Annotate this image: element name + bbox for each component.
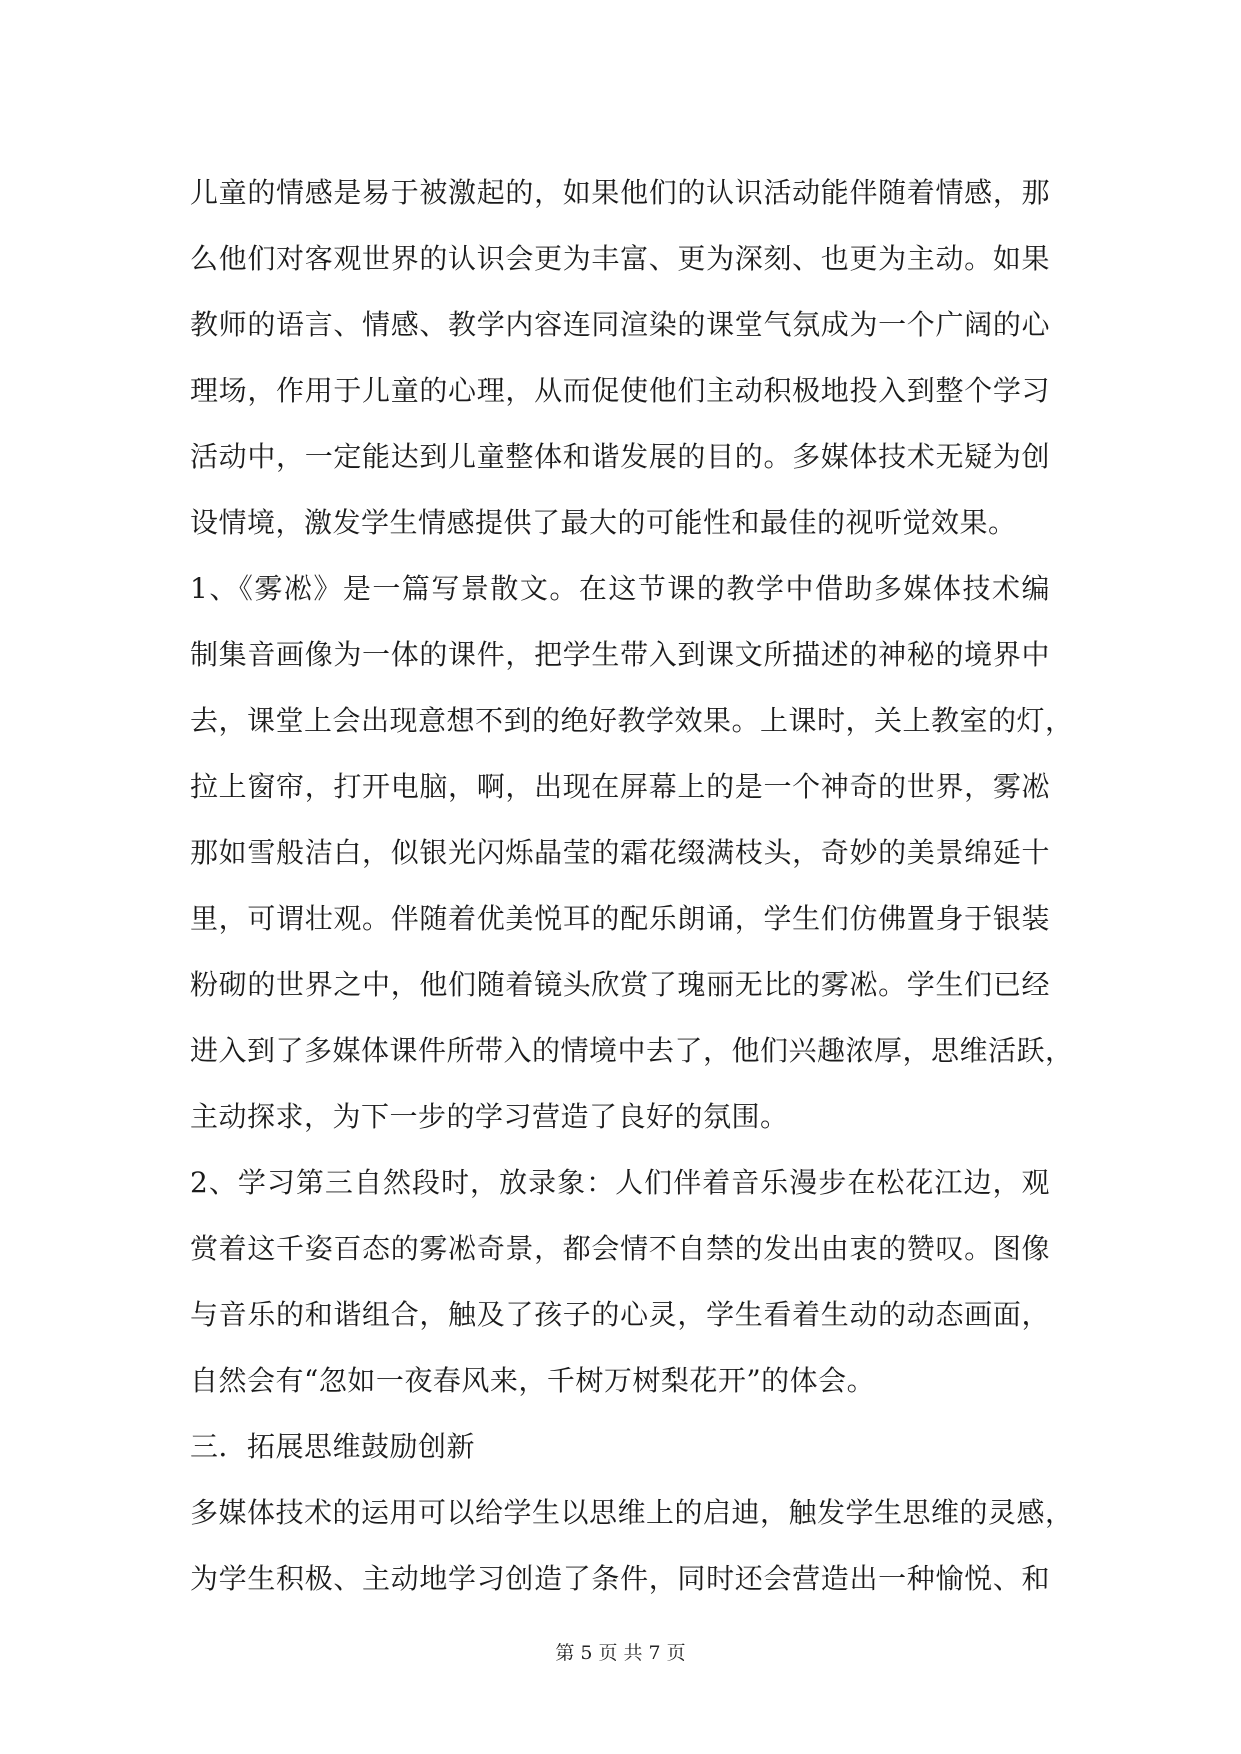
footer-total-word: 共 (623, 1642, 643, 1664)
text-line: 自然会有“忽如一夜春风来，千树万树梨花开”的体会。 (190, 1364, 876, 1397)
text-line: 拉上窗帘，打开电脑，啊，出现在屏幕上的是一个神奇的世界，雾凇 (190, 770, 1050, 803)
text-line: 里，可谓壮观。伴随着优美悦耳的配乐朗诵，学生们仿佛置身于银装 (190, 902, 1050, 935)
text-line: 粉砌的世界之中，他们随着镜头欣赏了瑰丽无比的雾凇。学生们已经 (190, 968, 1050, 1001)
text-line: 那如雪般洁白，似银光闪烁晶莹的霜花缀满枝头，奇妙的美景绵延十 (190, 836, 1050, 869)
text-line: 进入到了多媒体课件所带入的情境中去了，他们兴趣浓厚，思维活跃， (190, 1034, 1074, 1067)
text-line: 1、《雾凇》是一篇写景散文。在这节课的教学中借助多媒体技术编 (190, 572, 1050, 605)
text-line: 活动中，一定能达到儿童整体和谐发展的目的。多媒体技术无疑为创 (190, 440, 1050, 473)
text-line: 制集音画像为一体的课件，把学生带入到课文所描述的神秘的境界中 (190, 638, 1050, 671)
text-line: 2、学习第三自然段时，放录象：人们伴着音乐漫步在松花江边，观 (190, 1166, 1050, 1199)
page-footer (0, 1638, 1241, 1665)
footer-prefix: 第 (555, 1642, 575, 1664)
body-text (190, 160, 1074, 1612)
text-line: 设情境，激发学生情感提供了最大的可能性和最佳的视听觉效果。 (190, 506, 1017, 539)
text-line: 多媒体技术的运用可以给学生以思维上的启迪，触发学生思维的灵感， (190, 1496, 1074, 1529)
text-line: 为学生积极、主动地学习创造了条件，同时还会营造出一种愉悦、和 (190, 1562, 1050, 1595)
text-line: 教师的语言、情感、教学内容连同渲染的课堂气氛成为一个广阔的心 (190, 308, 1050, 341)
current-page-number: 5 (580, 1642, 593, 1664)
text-line: 么他们对客观世界的认识会更为丰富、更为深刻、也更为主动。如果 (190, 242, 1050, 275)
text-line: 理场，作用于儿童的心理，从而促使他们主动积极地投入到整个学习 (190, 374, 1050, 407)
text-line: 去，课堂上会出现意想不到的绝好教学效果。上课时，关上教室的灯， (190, 704, 1074, 737)
text-line: 赏着这千姿百态的雾凇奇景，都会情不自禁的发出由衷的赞叹。图像 (190, 1232, 1050, 1265)
text-line: 与音乐的和谐组合，触及了孩子的心灵，学生看着生动的动态画面， (190, 1298, 1050, 1331)
text-line: 主动探求，为下一步的学习营造了良好的氛围。 (190, 1100, 789, 1133)
footer-page-word: 页 (598, 1642, 618, 1664)
footer-suffix: 页 (666, 1642, 686, 1664)
section-heading: 三．拓展思维鼓励创新 (190, 1430, 476, 1463)
text-line: 儿童的情感是易于被激起的，如果他们的认识活动能伴随着情感，那 (190, 176, 1050, 209)
total-pages-number: 7 (648, 1642, 661, 1664)
